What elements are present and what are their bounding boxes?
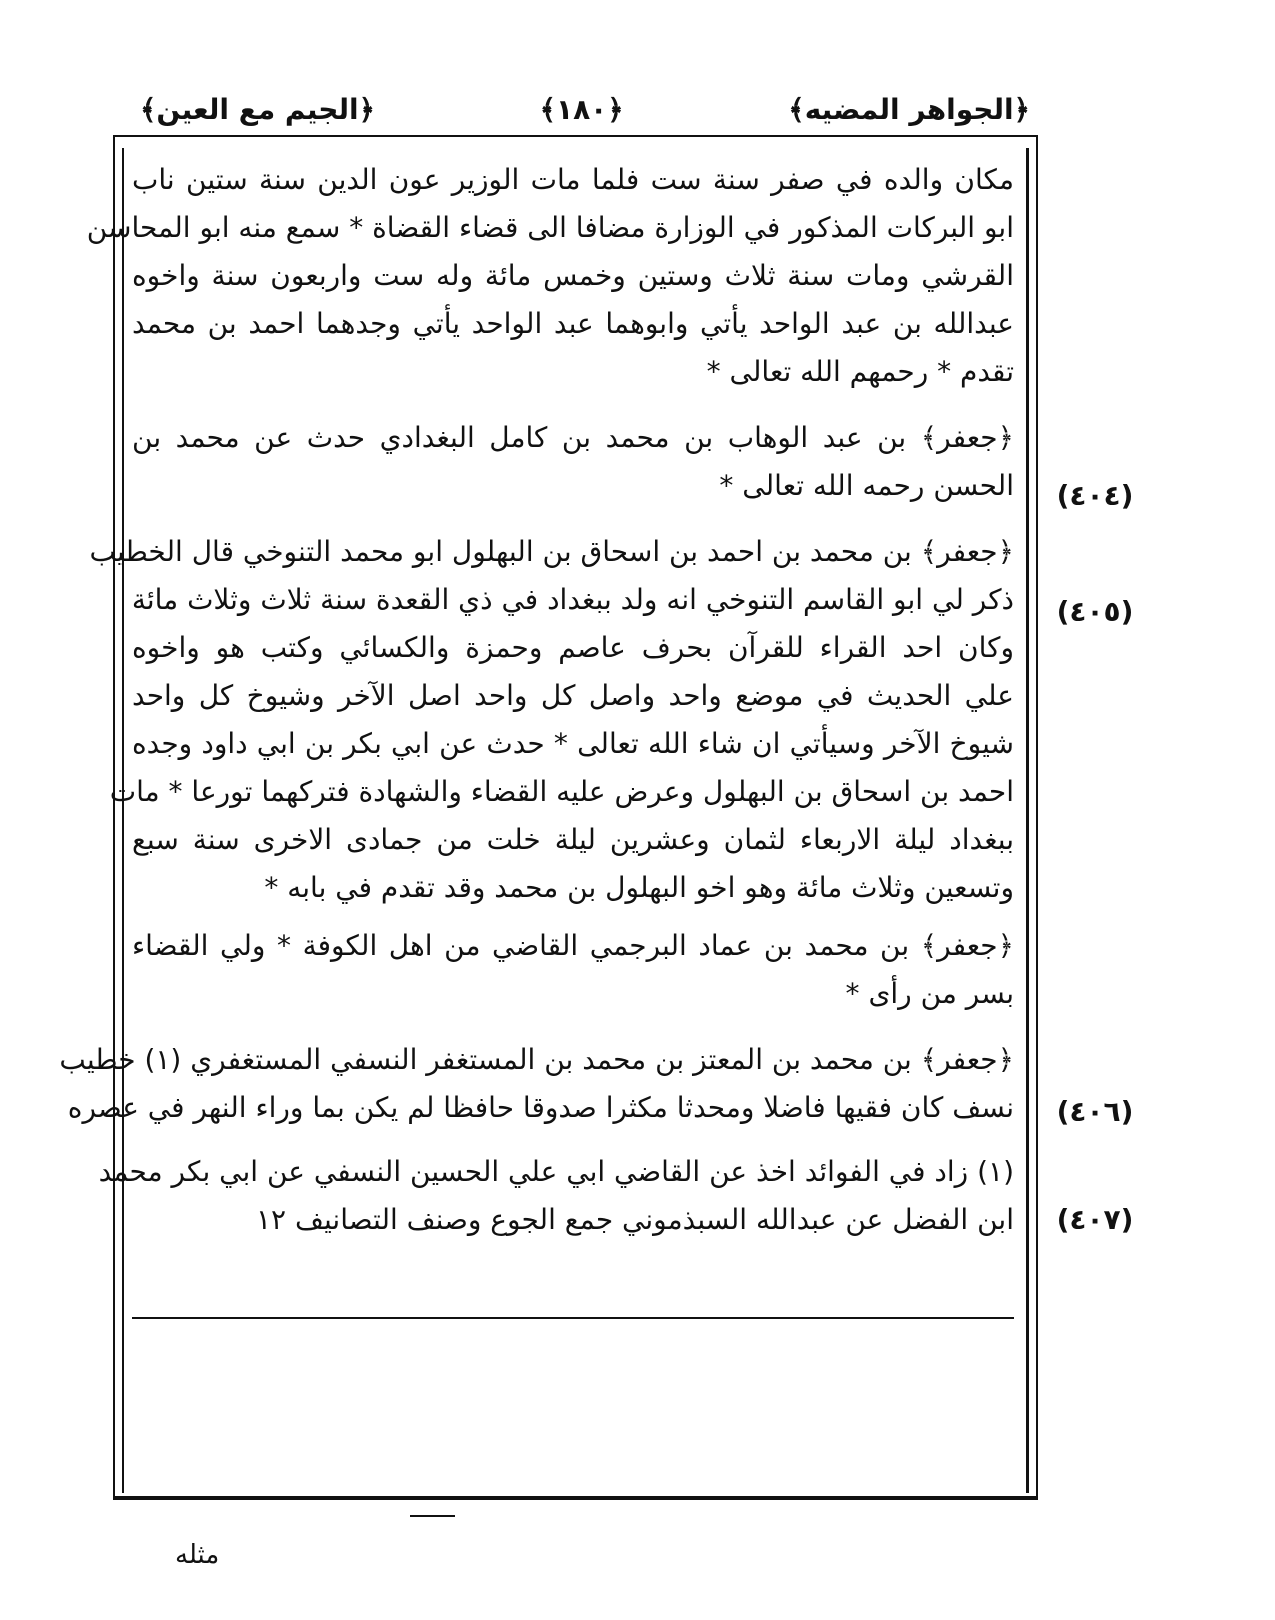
footer-catchword: مثله [175,1540,220,1570]
header-book-title: ﴿الجواهر المضيه﴾ [788,92,1030,126]
text-line: نسف كان فقيها فاضلا ومحدثا مكثرا صدوقا حافظا لم يكن بما وراء النهر في عصره [67,1091,1014,1124]
entry-number-407: (٤٠٧) [1056,1203,1134,1236]
header-section-title: ﴿الجيم مع العين﴾ [140,92,375,126]
text-line: علي الحديث في موضع واحد واصل كل واحد اصل الآخر وشيوخ كل واحد [132,679,1014,712]
text-line: ببغداد ليلة الاربعاء لثمان وعشرين ليلة خلت من جمادى الاخرى سنة سبع [132,823,1014,856]
text-line: الحسن رحمه الله تعالى * [719,469,1014,502]
text-line: ﴿جعفر﴾ بن محمد بن المعتز بن محمد بن المستغفر النسفي المستغفري (١) خطيب [59,1043,1014,1076]
entry-number-406: (٤٠٦) [1056,1095,1134,1128]
page-header [140,84,1030,134]
text-line: ﴿جعفر﴾ بن عبد الوهاب بن محمد بن كامل البغدادي حدث عن محمد بن [132,421,1014,454]
text-line: شيوخ الآخر وسيأتي ان شاء الله تعالى * حدث عن ابي بكر بن ابي داود وجده [132,727,1014,760]
entry-number-405: (٤٠٥) [1056,595,1134,628]
footer-dash [410,1515,455,1517]
text-line: تقدم * رحمهم الله تعالى * [706,355,1014,388]
text-line: مكان والده في صفر سنة ست فلما مات الوزير عون الدين سنة ستين ناب [132,163,1014,196]
footnote-line: (١) زاد في الفوائد اخذ عن القاضي ابي علي الحسين النسفي عن ابي بكر محمد [98,1155,1014,1188]
text-line: ذكر لي ابو القاسم التنوخي انه ولد ببغداد في ذي القعدة سنة ثلاث وثلاث مائة [131,583,1014,616]
text-line: وتسعين وثلاث مائة وهو اخو البهلول بن محمد وقد تقدم في بابه * [264,871,1014,904]
text-line: ﴿جعفر﴾ بن محمد بن احمد بن اسحاق بن البهلول ابو محمد التنوخي قال الخطيب [89,535,1014,568]
text-line: ابو البركات المذكور في الوزارة مضافا الى قضاء القضاة * سمع منه ابو المحاسن [86,211,1014,244]
text-line: بسر من رأى * [845,977,1014,1010]
text-line: وكان احد القراء للقرآن بحرف عاصم وحمزة والكسائي وكتب هو واخوه [132,631,1014,664]
footnote-divider [132,1317,1014,1319]
text-line: القرشي ومات سنة ثلاث وستين وخمس مائة وله ست واربعون سنة واخوه [132,259,1014,292]
footnote-line: ابن الفضل عن عبدالله السبذموني جمع الجوع وصنف التصانيف ١٢ [255,1203,1014,1236]
body-text [59,152,1014,1492]
text-line: ﴿جعفر﴾ بن محمد بن عماد البرجمي القاضي من اهل الكوفة * ولي القضاء [132,929,1014,962]
text-line: عبدالله بن عبد الواحد يأتي وابوهما عبد الواحد يأتي وجدهما احمد بن محمد [132,307,1014,340]
entry-number-404: (٤٠٤) [1056,479,1134,512]
text-line: احمد بن اسحاق بن البهلول وعرض عليه القضاء والشهادة فتركهما تورعا * مات [109,775,1014,808]
header-page-number: ﴿١٨٠﴾ [539,92,624,126]
